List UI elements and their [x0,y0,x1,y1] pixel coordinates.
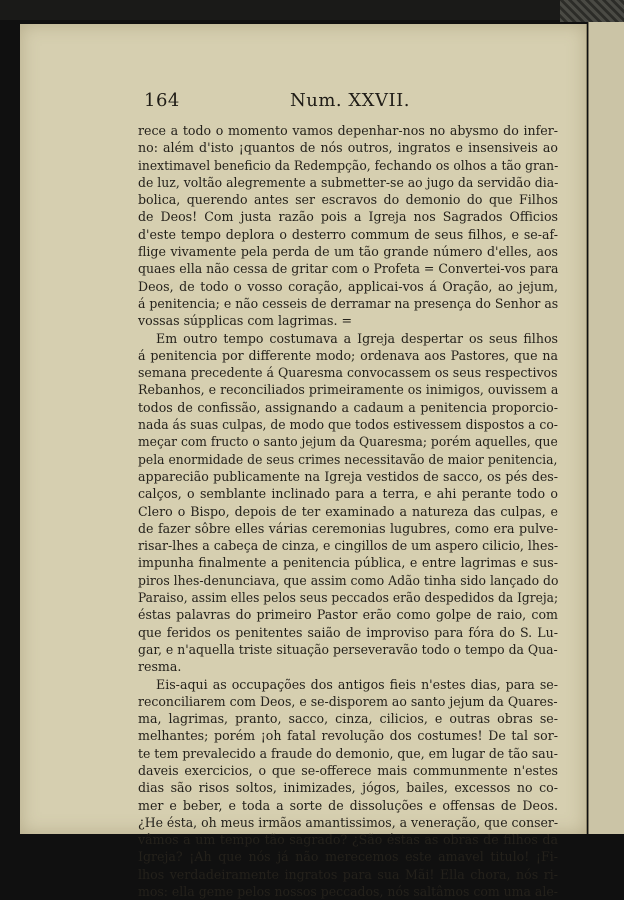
text-line: piros lhes-denunciava, que assim como Adão tinha sido lançado do [138,572,559,588]
text-line: ma, lagrimas, pranto, sacco, cinza, cilicios, e outras obras se- [138,711,558,727]
text-line: de Deos! Com justa razão pois a Igreja nos Sagrados Officios [138,209,558,225]
book-page [20,24,587,900]
scan-backdrop [0,0,624,20]
text-line: lhos verdadeiramente ingratos para sua Mãi! Ella chora, nós ri- [138,866,558,882]
page-header [20,90,586,114]
binding-cloth-corner [560,0,624,22]
text-line: vossas súpplicas com lagrimas. = [138,313,353,329]
text-line: Rebanhos, e reconciliados primeiramente os inimigos, ouvissem a [138,382,559,398]
text-line: que feridos os penitentes saião de improviso para fóra do S. Lu- [138,624,558,640]
text-line: risar-lhes a cabeça de cinza, e cingillos de um aspero cilicio, lhes- [138,538,559,554]
adjacent-page-edge [588,22,624,834]
text-line: de luz, voltão alegremente a submetter-se ao jugo da servidão dia- [138,174,559,190]
text-line: vâmos a um tempo tão sagrado? ¿São éstas as obras de filhos da [138,832,558,848]
text-line: te tem prevalecido a fraude do demonio, que, em lugar de tão sau- [138,745,558,761]
running-head: Num. XXVII. [290,90,410,111]
text-line: Deos, de todo o vosso coração, applicai-vos á Oração, ao jejum, [138,278,558,294]
text-line: apparecião publicamente na Igreja vestidos de sacco, os pés des- [138,468,558,484]
text-line: mos: ella geme pelos nossos peccados, nós saltâmos com uma ale- [138,884,558,900]
text-line: rece a todo o momento vamos depenhar-nos no abysmo do infer- [138,123,558,138]
page-number: 164 [144,90,180,111]
text-line: impunha finalmente a penitencia pública, e entre lagrimas e sus- [138,555,558,571]
text-line: calços, o semblante inclinado para a terra, e ahi perante todo o [138,486,558,502]
text-line: gar, e n'aquella triste situação perseveravão todo o tempo da Qua- [138,641,558,657]
text-line: Clero o Bispo, depois de ter examinado a natureza das culpas, e [138,503,558,519]
text-line: semana precedente á Quaresma convocassem os seus respectivos [138,365,558,381]
text-line: daveis exercicios, o que se-offerece mais communmente n'estes [138,762,558,778]
text-line: Eis-aqui as occupações dos antigos fieis n'estes dias, para se- [156,676,558,692]
text-line: melhantes; porém ¡oh fatal revolução dos costumes! De tal sor- [138,728,558,744]
text-line: no: além d'isto ¡quantos de nós outros, ingratos e insensiveis ao [138,140,558,156]
body-text [138,122,558,900]
text-line: quaes ella não cessa de gritar com o Profeta = Convertei-vos para [138,261,559,277]
text-line: flige vivamente pela perda de um tão grande número d'elles, aos [138,244,558,260]
text-line: d'este tempo deplora o desterro commum de seus filhos, e se-af- [138,226,558,242]
text-line: Igreja? ¡Ah que nós já não merecemos este amavel titulo! ¡Fi- [138,849,558,865]
text-line: pela enormidade de seus crimes necessitavão de maior penitencia, [138,451,558,467]
text-line: bolica, querendo antes ser escravos do demonio do que Filhos [138,192,558,208]
text-line: mer e beber, e toda a sorte de dissoluções e offensas de Deos. [138,797,558,813]
text-line: Paraiso, assim elles pelos seus peccados erão despedidos da Igreja; [138,590,559,606]
text-line: todos de confissão, assignando a cadaum a penitencia proporcio- [138,399,558,415]
text-line: dias são risos soltos, inimizades, jógos, bailes, excessos no co- [138,780,558,796]
text-line: Em outro tempo costumava a Igreja despertar os seus filhos [156,330,558,346]
text-line: éstas palavras do primeiro Pastor erão como golpe de raio, com [138,607,558,623]
text-line: de fazer sôbre elles várias ceremonias lugubres, como era pulve- [138,520,558,536]
text-line: reconciliarem com Deos, e se-disporem ao santo jejum da Quares- [138,693,558,709]
text-line: nada ás suas culpas, de modo que todos estivessem dispostos a co- [138,417,558,433]
text-line: inextimavel beneficio da Redempção, fechando os olhos a tão gran- [138,157,559,173]
text-line: á penitencia por differente modo; ordenava aos Pastores, que na [138,347,558,363]
text-line: á penitencia; e não cesseis de derramar na presença do Senhor as [138,295,559,311]
text-line: meçar com fructo o santo jejum da Quaresma; porém aquelles, que [138,434,558,450]
text-line: ¿He ésta, oh meus irmãos amantissimos, a veneração, que conser- [138,814,559,830]
text-line: resma. [138,659,182,675]
